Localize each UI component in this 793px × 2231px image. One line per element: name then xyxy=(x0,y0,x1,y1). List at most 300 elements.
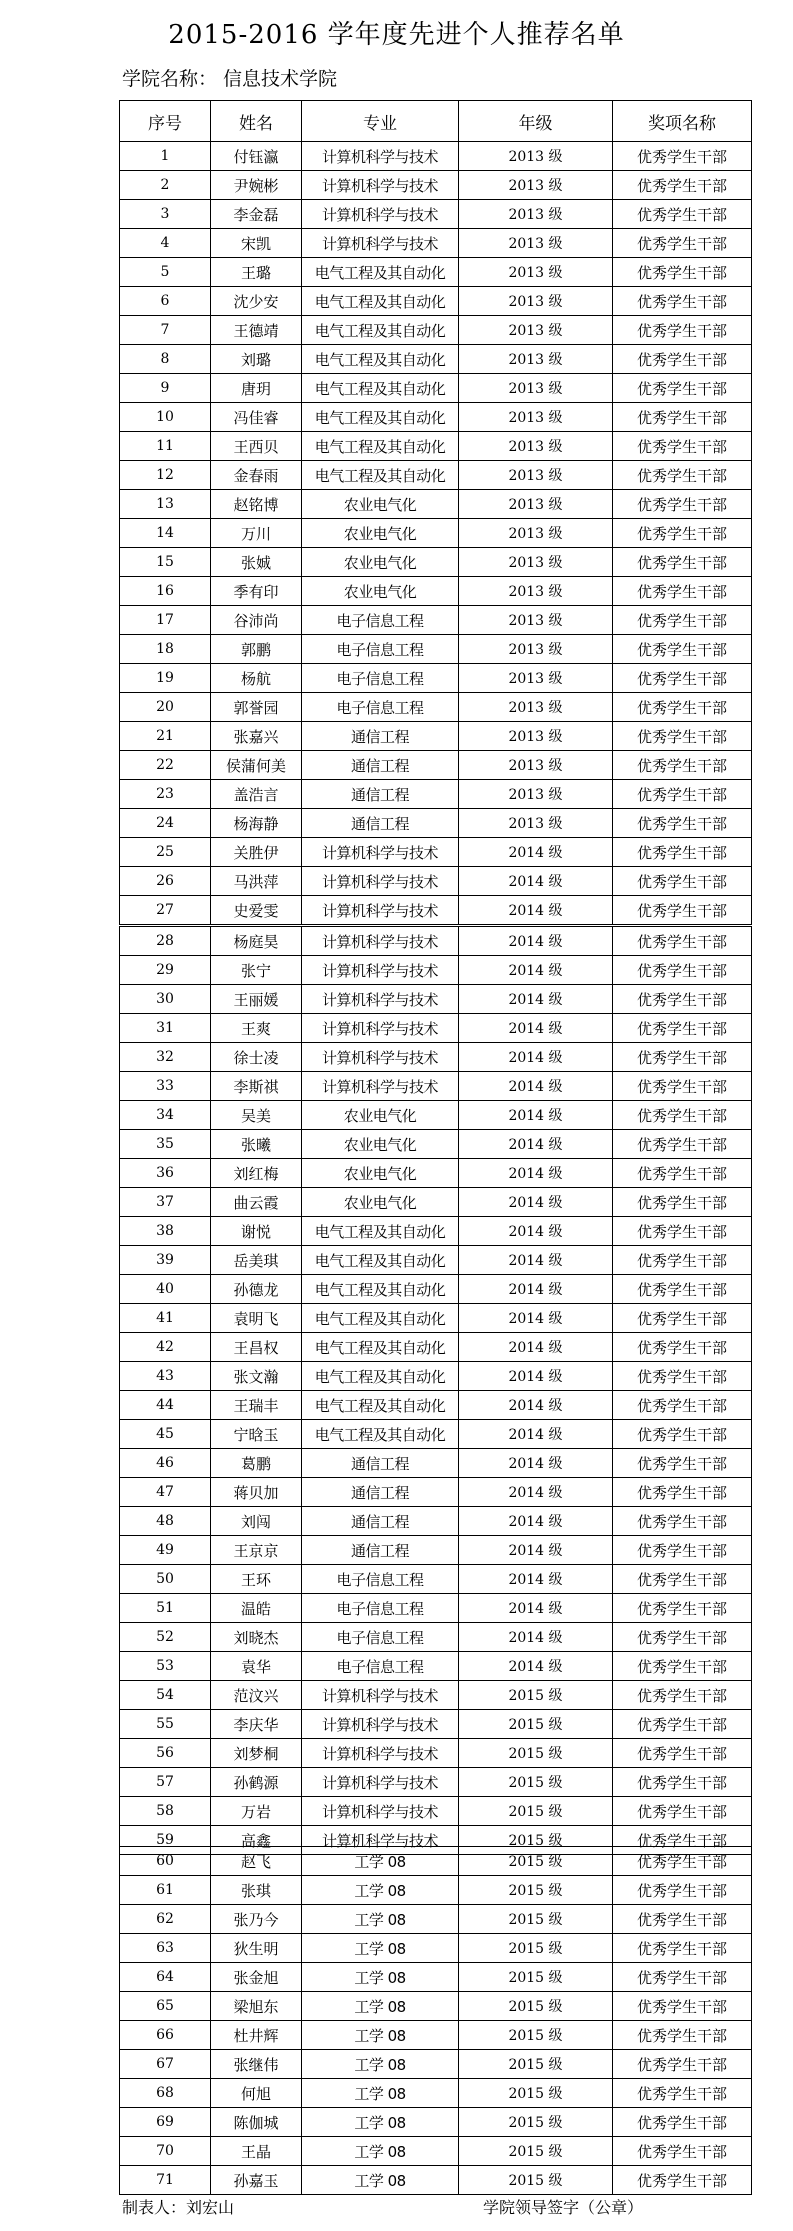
grade-cell: 2013 级 xyxy=(459,374,613,403)
table-row xyxy=(120,432,752,461)
grade-cell: 2014 级 xyxy=(459,1043,613,1072)
seq-cell: 10 xyxy=(120,403,211,432)
major-cell: 计算机科学与技术 xyxy=(302,1014,459,1043)
award-cell: 优秀学生干部 xyxy=(613,1507,752,1536)
grade-cell: 2014 级 xyxy=(459,1304,613,1333)
award-cell: 优秀学生干部 xyxy=(613,2137,752,2166)
name-cell: 宋凯 xyxy=(211,229,302,258)
seq-cell: 58 xyxy=(120,1797,211,1826)
grade-cell: 2014 级 xyxy=(459,1565,613,1594)
major-cell: 计算机科学与技术 xyxy=(302,927,459,956)
major-cell: 计算机科学与技术 xyxy=(302,1681,459,1710)
award-cell: 优秀学生干部 xyxy=(613,780,752,809)
name-cell: 张曦 xyxy=(211,1130,302,1159)
major-cell: 电气工程及其自动化 xyxy=(302,1362,459,1391)
major-cell: 计算机科学与技术 xyxy=(302,985,459,1014)
award-cell: 优秀学生干部 xyxy=(613,345,752,374)
name-cell: 王京京 xyxy=(211,1536,302,1565)
table-row xyxy=(120,1797,752,1826)
award-cell: 优秀学生干部 xyxy=(613,1876,752,1905)
name-cell: 张文瀚 xyxy=(211,1362,302,1391)
seq-cell: 45 xyxy=(120,1420,211,1449)
award-cell: 优秀学生干部 xyxy=(613,1130,752,1159)
award-cell: 优秀学生干部 xyxy=(613,1826,752,1855)
award-cell: 优秀学生干部 xyxy=(613,1963,752,1992)
name-cell: 冯佳睿 xyxy=(211,403,302,432)
name-cell: 王爽 xyxy=(211,1014,302,1043)
grade-cell: 2013 级 xyxy=(459,490,613,519)
seq-cell: 38 xyxy=(120,1217,211,1246)
table-row xyxy=(120,1652,752,1681)
major-cell: 计算机科学与技术 xyxy=(302,838,459,867)
major-cell: 通信工程 xyxy=(302,751,459,780)
seq-cell: 37 xyxy=(120,1188,211,1217)
table-row xyxy=(120,1101,752,1130)
table-row xyxy=(120,1420,752,1449)
award-cell: 优秀学生干部 xyxy=(613,1217,752,1246)
grade-cell: 2014 级 xyxy=(459,1536,613,1565)
award-cell: 优秀学生干部 xyxy=(613,490,752,519)
table-row xyxy=(120,548,752,577)
seq-cell: 49 xyxy=(120,1536,211,1565)
grade-cell: 2015 级 xyxy=(459,1934,613,1963)
award-cell: 优秀学生干部 xyxy=(613,403,752,432)
major-cell: 工学 08 xyxy=(302,1847,459,1876)
grade-cell: 2014 级 xyxy=(459,927,613,956)
table-row xyxy=(120,751,752,780)
major-cell: 电气工程及其自动化 xyxy=(302,1246,459,1275)
major-cell: 电子信息工程 xyxy=(302,635,459,664)
award-cell: 优秀学生干部 xyxy=(613,461,752,490)
award-cell: 优秀学生干部 xyxy=(613,1333,752,1362)
table-row xyxy=(120,1876,752,1905)
table-row xyxy=(120,1847,752,1876)
name-cell: 孙鹤源 xyxy=(211,1768,302,1797)
grade-cell: 2014 级 xyxy=(459,1275,613,1304)
award-cell: 优秀学生干部 xyxy=(613,171,752,200)
name-cell: 谷沛尚 xyxy=(211,606,302,635)
grade-cell: 2013 级 xyxy=(459,200,613,229)
award-cell: 优秀学生干部 xyxy=(613,1565,752,1594)
grade-cell: 2013 级 xyxy=(459,664,613,693)
seq-cell: 42 xyxy=(120,1333,211,1362)
award-cell: 优秀学生干部 xyxy=(613,2021,752,2050)
table-row xyxy=(120,1768,752,1797)
grade-cell: 2014 级 xyxy=(459,1072,613,1101)
major-cell: 农业电气化 xyxy=(302,548,459,577)
name-cell: 金春雨 xyxy=(211,461,302,490)
seq-cell: 18 xyxy=(120,635,211,664)
table-row xyxy=(120,171,752,200)
award-cell: 优秀学生干部 xyxy=(613,1188,752,1217)
name-cell: 李斯祺 xyxy=(211,1072,302,1101)
seq-cell: 52 xyxy=(120,1623,211,1652)
major-cell: 工学 08 xyxy=(302,1876,459,1905)
name-cell: 侯蒲何美 xyxy=(211,751,302,780)
name-cell: 吴美 xyxy=(211,1101,302,1130)
seq-cell: 11 xyxy=(120,432,211,461)
major-cell: 电气工程及其自动化 xyxy=(302,374,459,403)
grade-cell: 2013 级 xyxy=(459,345,613,374)
award-cell: 优秀学生干部 xyxy=(613,1420,752,1449)
major-cell: 通信工程 xyxy=(302,1507,459,1536)
table-row xyxy=(120,809,752,838)
seq-cell: 70 xyxy=(120,2137,211,2166)
seq-cell: 41 xyxy=(120,1304,211,1333)
roster-table-part-1 xyxy=(119,100,752,925)
grade-cell: 2013 级 xyxy=(459,258,613,287)
table-row xyxy=(120,1536,752,1565)
award-cell: 优秀学生干部 xyxy=(613,956,752,985)
seq-cell: 25 xyxy=(120,838,211,867)
award-cell: 优秀学生干部 xyxy=(613,838,752,867)
grade-cell: 2014 级 xyxy=(459,1159,613,1188)
table-row xyxy=(120,606,752,635)
table-row xyxy=(120,722,752,751)
major-cell: 通信工程 xyxy=(302,809,459,838)
name-cell: 付钰瀛 xyxy=(211,142,302,171)
name-cell: 徐士凌 xyxy=(211,1043,302,1072)
name-cell: 关胜伊 xyxy=(211,838,302,867)
award-cell: 优秀学生干部 xyxy=(613,316,752,345)
table-row xyxy=(120,1565,752,1594)
header-major: 专业 xyxy=(302,101,459,142)
grade-cell: 2014 级 xyxy=(459,985,613,1014)
seq-cell: 46 xyxy=(120,1449,211,1478)
grade-cell: 2014 级 xyxy=(459,1188,613,1217)
name-cell: 杨庭昊 xyxy=(211,927,302,956)
seq-cell: 56 xyxy=(120,1739,211,1768)
major-cell: 电气工程及其自动化 xyxy=(302,345,459,374)
grade-cell: 2014 级 xyxy=(459,1449,613,1478)
seq-cell: 21 xyxy=(120,722,211,751)
grade-cell: 2014 级 xyxy=(459,1391,613,1420)
grade-cell: 2013 级 xyxy=(459,722,613,751)
table-row xyxy=(120,258,752,287)
seq-cell: 64 xyxy=(120,1963,211,1992)
seq-cell: 36 xyxy=(120,1159,211,1188)
name-cell: 王璐 xyxy=(211,258,302,287)
seq-cell: 66 xyxy=(120,2021,211,2050)
table-row xyxy=(120,403,752,432)
table-row xyxy=(120,1992,752,2021)
header-award: 奖项名称 xyxy=(613,101,752,142)
header-grade: 年级 xyxy=(459,101,613,142)
grade-cell: 2014 级 xyxy=(459,1101,613,1130)
award-cell: 优秀学生干部 xyxy=(613,985,752,1014)
major-cell: 电气工程及其自动化 xyxy=(302,258,459,287)
table-row xyxy=(120,896,752,925)
grade-cell: 2013 级 xyxy=(459,287,613,316)
major-cell: 计算机科学与技术 xyxy=(302,200,459,229)
table-row xyxy=(120,2079,752,2108)
award-cell: 优秀学生干部 xyxy=(613,1043,752,1072)
table-row xyxy=(120,142,752,171)
grade-cell: 2014 级 xyxy=(459,1246,613,1275)
preparer-line: 制表人：刘宏山 xyxy=(122,2198,235,2217)
name-cell: 张金旭 xyxy=(211,1963,302,1992)
seq-cell: 57 xyxy=(120,1768,211,1797)
seq-cell: 71 xyxy=(120,2166,211,2195)
award-cell: 优秀学生干部 xyxy=(613,927,752,956)
name-cell: 孙嘉玉 xyxy=(211,2166,302,2195)
roster-table-part-3 xyxy=(119,1846,752,2195)
seq-cell: 53 xyxy=(120,1652,211,1681)
grade-cell: 2014 级 xyxy=(459,1217,613,1246)
table-row xyxy=(120,2137,752,2166)
award-cell: 优秀学生干部 xyxy=(613,1905,752,1934)
grade-cell: 2014 级 xyxy=(459,1420,613,1449)
award-cell: 优秀学生干部 xyxy=(613,1710,752,1739)
name-cell: 季有印 xyxy=(211,577,302,606)
name-cell: 张嘉兴 xyxy=(211,722,302,751)
grade-cell: 2013 级 xyxy=(459,635,613,664)
grade-cell: 2013 级 xyxy=(459,780,613,809)
name-cell: 王晶 xyxy=(211,2137,302,2166)
major-cell: 农业电气化 xyxy=(302,1101,459,1130)
name-cell: 范汶兴 xyxy=(211,1681,302,1710)
table-row xyxy=(120,519,752,548)
grade-cell: 2015 级 xyxy=(459,2021,613,2050)
name-cell: 沈少安 xyxy=(211,287,302,316)
grade-cell: 2014 级 xyxy=(459,1623,613,1652)
grade-cell: 2015 级 xyxy=(459,1826,613,1855)
award-cell: 优秀学生干部 xyxy=(613,229,752,258)
award-cell: 优秀学生干部 xyxy=(613,142,752,171)
seq-cell: 47 xyxy=(120,1478,211,1507)
award-cell: 优秀学生干部 xyxy=(613,548,752,577)
award-cell: 优秀学生干部 xyxy=(613,2050,752,2079)
seq-cell: 65 xyxy=(120,1992,211,2021)
seq-cell: 35 xyxy=(120,1130,211,1159)
major-cell: 工学 08 xyxy=(302,2137,459,2166)
table-row xyxy=(120,1391,752,1420)
award-cell: 优秀学生干部 xyxy=(613,1992,752,2021)
major-cell: 电子信息工程 xyxy=(302,1652,459,1681)
table-row xyxy=(120,490,752,519)
name-cell: 梁旭东 xyxy=(211,1992,302,2021)
name-cell: 郭鹏 xyxy=(211,635,302,664)
major-cell: 通信工程 xyxy=(302,1478,459,1507)
table-row xyxy=(120,2166,752,2195)
table-row xyxy=(120,316,752,345)
name-cell: 刘闯 xyxy=(211,1507,302,1536)
table-row xyxy=(120,1217,752,1246)
grade-cell: 2015 级 xyxy=(459,1905,613,1934)
award-cell: 优秀学生干部 xyxy=(613,809,752,838)
seq-cell: 27 xyxy=(120,896,211,925)
major-cell: 计算机科学与技术 xyxy=(302,142,459,171)
grade-cell: 2014 级 xyxy=(459,1478,613,1507)
table-row xyxy=(120,2108,752,2137)
table-row xyxy=(120,1275,752,1304)
table-row xyxy=(120,229,752,258)
major-cell: 工学 08 xyxy=(302,2021,459,2050)
seq-cell: 44 xyxy=(120,1391,211,1420)
award-cell: 优秀学生干部 xyxy=(613,1072,752,1101)
seq-cell: 28 xyxy=(120,927,211,956)
grade-cell: 2015 级 xyxy=(459,2137,613,2166)
award-cell: 优秀学生干部 xyxy=(613,1478,752,1507)
award-cell: 优秀学生干部 xyxy=(613,1449,752,1478)
name-cell: 尹婉彬 xyxy=(211,171,302,200)
award-cell: 优秀学生干部 xyxy=(613,200,752,229)
grade-cell: 2015 级 xyxy=(459,2079,613,2108)
award-cell: 优秀学生干部 xyxy=(613,635,752,664)
table-row xyxy=(120,664,752,693)
major-cell: 农业电气化 xyxy=(302,519,459,548)
signature-line: 学院领导签字（公章） xyxy=(483,2198,644,2217)
seq-cell: 31 xyxy=(120,1014,211,1043)
grade-cell: 2015 级 xyxy=(459,1963,613,1992)
table-row xyxy=(120,1246,752,1275)
table-row xyxy=(120,1043,752,1072)
name-cell: 温皓 xyxy=(211,1594,302,1623)
name-cell: 王丽媛 xyxy=(211,985,302,1014)
name-cell: 张娍 xyxy=(211,548,302,577)
seq-cell: 59 xyxy=(120,1826,211,1855)
grade-cell: 2013 级 xyxy=(459,316,613,345)
grade-cell: 2013 级 xyxy=(459,171,613,200)
name-cell: 张继伟 xyxy=(211,2050,302,2079)
major-cell: 计算机科学与技术 xyxy=(302,171,459,200)
name-cell: 盖浩言 xyxy=(211,780,302,809)
major-cell: 计算机科学与技术 xyxy=(302,867,459,896)
name-cell: 马洪萍 xyxy=(211,867,302,896)
award-cell: 优秀学生干部 xyxy=(613,1101,752,1130)
table-row xyxy=(120,1072,752,1101)
grade-cell: 2013 级 xyxy=(459,606,613,635)
major-cell: 工学 08 xyxy=(302,2079,459,2108)
name-cell: 刘梦桐 xyxy=(211,1739,302,1768)
major-cell: 计算机科学与技术 xyxy=(302,1072,459,1101)
name-cell: 李金磊 xyxy=(211,200,302,229)
award-cell: 优秀学生干部 xyxy=(613,2108,752,2137)
table-row xyxy=(120,200,752,229)
award-cell: 优秀学生干部 xyxy=(613,693,752,722)
seq-cell: 55 xyxy=(120,1710,211,1739)
name-cell: 刘璐 xyxy=(211,345,302,374)
major-cell: 通信工程 xyxy=(302,1449,459,1478)
grade-cell: 2015 级 xyxy=(459,1768,613,1797)
major-cell: 电气工程及其自动化 xyxy=(302,316,459,345)
table-row xyxy=(120,985,752,1014)
award-cell: 优秀学生干部 xyxy=(613,258,752,287)
grade-cell: 2015 级 xyxy=(459,2050,613,2079)
name-cell: 王德靖 xyxy=(211,316,302,345)
seq-cell: 20 xyxy=(120,693,211,722)
major-cell: 工学 08 xyxy=(302,1963,459,1992)
major-cell: 工学 08 xyxy=(302,2050,459,2079)
name-cell: 赵铭博 xyxy=(211,490,302,519)
table-row xyxy=(120,1739,752,1768)
table-row xyxy=(120,1963,752,1992)
table-row xyxy=(120,1159,752,1188)
grade-cell: 2015 级 xyxy=(459,1681,613,1710)
major-cell: 农业电气化 xyxy=(302,577,459,606)
name-cell: 史爱雯 xyxy=(211,896,302,925)
major-cell: 电气工程及其自动化 xyxy=(302,1391,459,1420)
seq-cell: 60 xyxy=(120,1847,211,1876)
grade-cell: 2015 级 xyxy=(459,1739,613,1768)
major-cell: 电气工程及其自动化 xyxy=(302,432,459,461)
major-cell: 计算机科学与技术 xyxy=(302,896,459,925)
grade-cell: 2014 级 xyxy=(459,1362,613,1391)
grade-cell: 2014 级 xyxy=(459,1333,613,1362)
table-row xyxy=(120,635,752,664)
table-row xyxy=(120,1623,752,1652)
award-cell: 优秀学生干部 xyxy=(613,1934,752,1963)
seq-cell: 2 xyxy=(120,171,211,200)
award-cell: 优秀学生干部 xyxy=(613,519,752,548)
table-row xyxy=(120,1507,752,1536)
name-cell: 王环 xyxy=(211,1565,302,1594)
name-cell: 狄生明 xyxy=(211,1934,302,1963)
award-cell: 优秀学生干部 xyxy=(613,1159,752,1188)
seq-cell: 8 xyxy=(120,345,211,374)
grade-cell: 2013 级 xyxy=(459,432,613,461)
page-title: 2015-2016 学年度先进个人推荐名单 xyxy=(168,20,625,50)
major-cell: 计算机科学与技术 xyxy=(302,1043,459,1072)
major-cell: 电气工程及其自动化 xyxy=(302,461,459,490)
seq-cell: 54 xyxy=(120,1681,211,1710)
award-cell: 优秀学生干部 xyxy=(613,606,752,635)
major-cell: 计算机科学与技术 xyxy=(302,1797,459,1826)
award-cell: 优秀学生干部 xyxy=(613,664,752,693)
seq-cell: 7 xyxy=(120,316,211,345)
name-cell: 曲云霞 xyxy=(211,1188,302,1217)
seq-cell: 6 xyxy=(120,287,211,316)
table-row xyxy=(120,577,752,606)
major-cell: 电气工程及其自动化 xyxy=(302,287,459,316)
award-cell: 优秀学生干部 xyxy=(613,867,752,896)
name-cell: 张宁 xyxy=(211,956,302,985)
header-name: 姓名 xyxy=(211,101,302,142)
table-row xyxy=(120,838,752,867)
name-cell: 岳美琪 xyxy=(211,1246,302,1275)
major-cell: 电子信息工程 xyxy=(302,1623,459,1652)
name-cell: 蒋贝加 xyxy=(211,1478,302,1507)
major-cell: 工学 08 xyxy=(302,1905,459,1934)
table-row xyxy=(120,1594,752,1623)
award-cell: 优秀学生干部 xyxy=(613,1391,752,1420)
name-cell: 杨海静 xyxy=(211,809,302,838)
grade-cell: 2014 级 xyxy=(459,867,613,896)
award-cell: 优秀学生干部 xyxy=(613,2079,752,2108)
seq-cell: 19 xyxy=(120,664,211,693)
major-cell: 通信工程 xyxy=(302,780,459,809)
award-cell: 优秀学生干部 xyxy=(613,1768,752,1797)
major-cell: 计算机科学与技术 xyxy=(302,1826,459,1855)
grade-cell: 2013 级 xyxy=(459,403,613,432)
major-cell: 工学 08 xyxy=(302,2108,459,2137)
seq-cell: 43 xyxy=(120,1362,211,1391)
name-cell: 孙德龙 xyxy=(211,1275,302,1304)
table-row xyxy=(120,1130,752,1159)
major-cell: 电子信息工程 xyxy=(302,606,459,635)
major-cell: 计算机科学与技术 xyxy=(302,956,459,985)
seq-cell: 61 xyxy=(120,1876,211,1905)
name-cell: 陈伽城 xyxy=(211,2108,302,2137)
seq-cell: 3 xyxy=(120,200,211,229)
name-cell: 万川 xyxy=(211,519,302,548)
award-cell: 优秀学生干部 xyxy=(613,2166,752,2195)
name-cell: 王西贝 xyxy=(211,432,302,461)
grade-cell: 2013 级 xyxy=(459,229,613,258)
award-cell: 优秀学生干部 xyxy=(613,1652,752,1681)
major-cell: 电子信息工程 xyxy=(302,664,459,693)
seq-cell: 23 xyxy=(120,780,211,809)
